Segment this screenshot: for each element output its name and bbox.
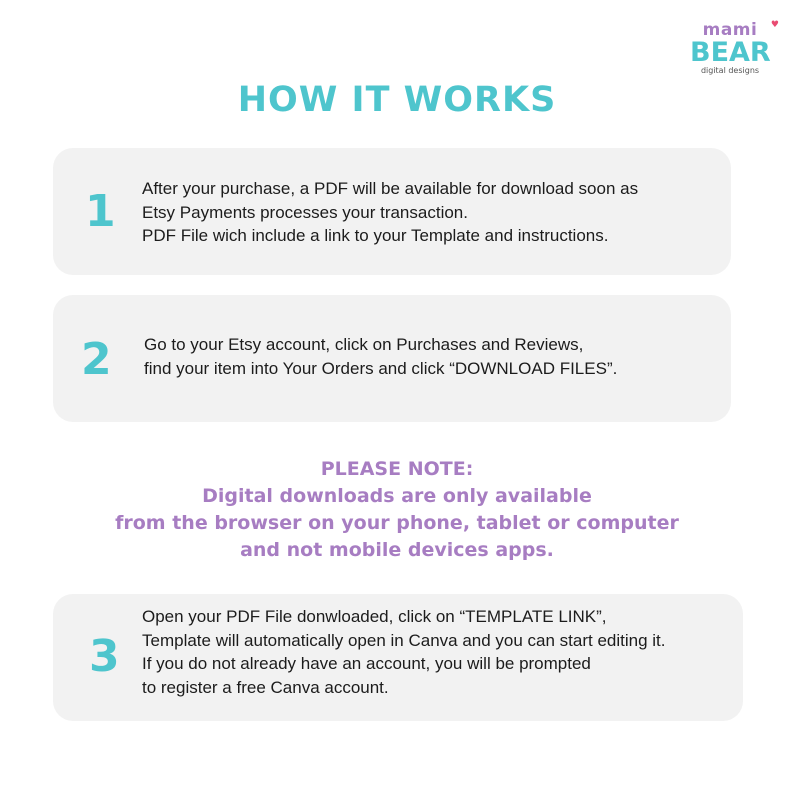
step-3-line-2: Template will automatically open in Canva and you can start editing it. bbox=[142, 630, 666, 650]
step-text-1 bbox=[142, 177, 638, 248]
step-number-3: 3 bbox=[89, 631, 120, 682]
step-text-2 bbox=[144, 333, 617, 380]
logo-bear-text: BEAR bbox=[690, 37, 771, 68]
step-2-line-1: Go to your Etsy account, click on Purchases and Reviews, bbox=[144, 335, 584, 354]
step-number-2: 2 bbox=[81, 334, 112, 385]
step-number-1: 1 bbox=[85, 186, 116, 237]
step-card-3 bbox=[53, 594, 743, 721]
note-line-3: and not mobile devices apps. bbox=[240, 539, 554, 561]
logo-mami-text: mami bbox=[702, 20, 758, 40]
page-title: HOW IT WORKS bbox=[237, 80, 557, 120]
step-1-line-3: PDF File wich include a link to your Template and instructions. bbox=[142, 226, 609, 245]
note-heading: PLEASE NOTE: bbox=[320, 458, 474, 480]
note-line-1: Digital downloads are only available bbox=[202, 485, 592, 507]
step-3-line-4: to register a free Canva account. bbox=[142, 677, 389, 697]
step-2-line-2: find your item into Your Orders and click “DOWNLOAD FILES”. bbox=[144, 358, 618, 378]
brand-logo bbox=[690, 20, 779, 75]
please-note bbox=[0, 456, 794, 564]
note-line-2: from the browser on your phone, tablet or computer bbox=[115, 512, 679, 534]
step-3-line-1: Open your PDF File donwloaded, click on “TEMPLATE LINK”, bbox=[142, 607, 607, 626]
heart-icon: ♥ bbox=[770, 20, 779, 30]
step-card-1 bbox=[53, 148, 731, 275]
step-1-line-1: After your purchase, a PDF will be available for download soon as bbox=[142, 179, 639, 198]
step-3-line-3: If you do not already have an account, you will be prompted bbox=[142, 654, 591, 673]
step-1-line-2: Etsy Payments processes your transaction. bbox=[142, 202, 468, 222]
step-card-2 bbox=[53, 295, 731, 422]
step-text-3 bbox=[142, 605, 666, 699]
logo-subtitle: digital designs bbox=[700, 66, 760, 75]
